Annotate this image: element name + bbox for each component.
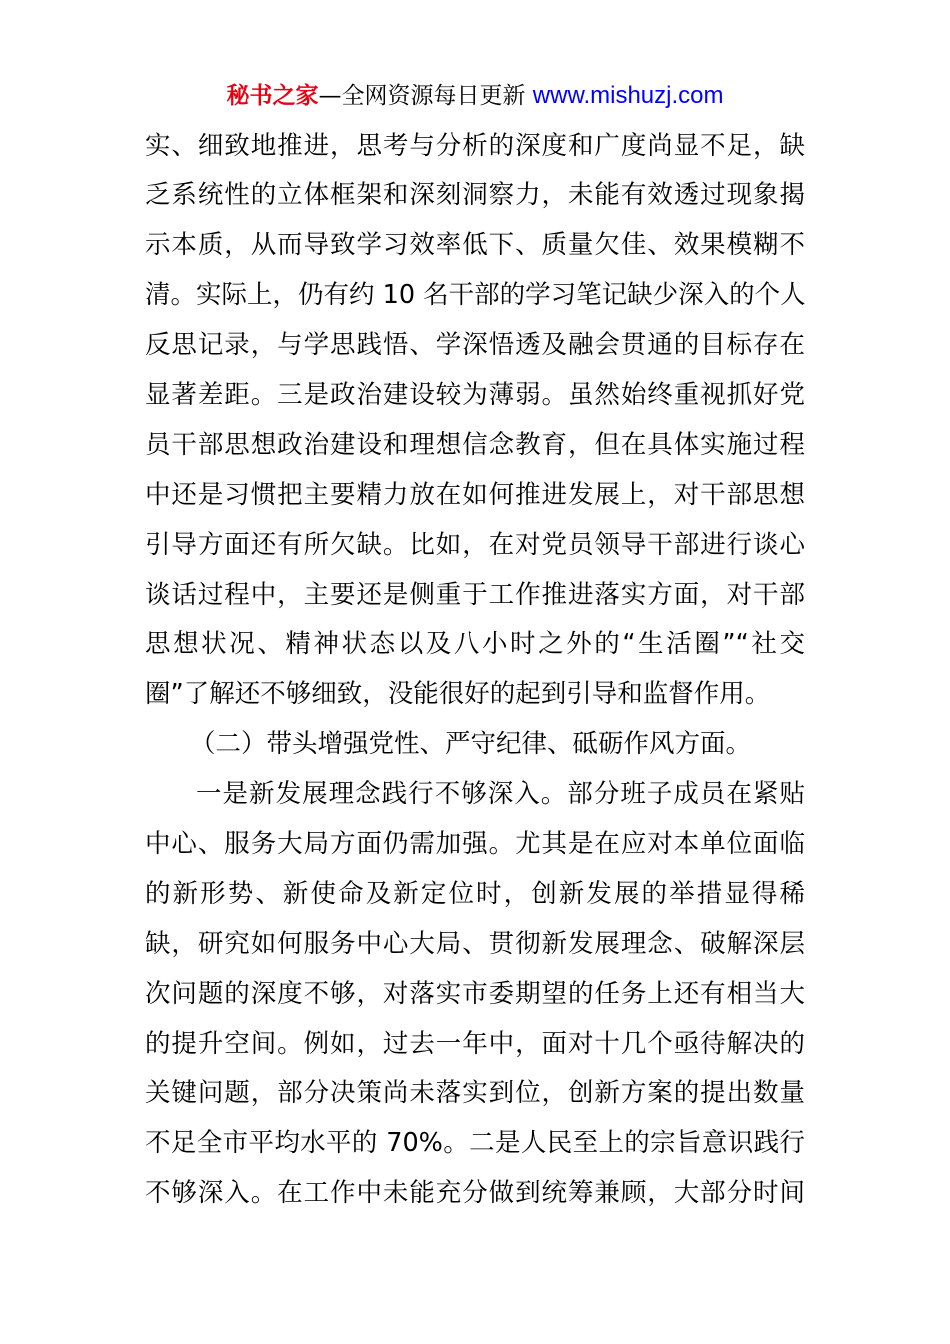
text-line: 反思记录，与学思践悟、学深悟透及融会贯通的目标存在 [145,330,805,360]
text-line: 不足全市平均水平的 70%。二是人民至上的宗旨意识践行 [145,1128,805,1158]
text-line: 显著差距。三是政治建设较为薄弱。虽然始终重视抓好党 [145,380,805,410]
brand-name: 秘书之家 [226,83,319,109]
text-line: 思想状况、精神状态以及八小时之外的“生活圈”“社交 [145,629,805,659]
text-line: 中心、服务大局方面仍需加强。尤其是在应对本单位面临 [145,829,805,859]
text-line: 次问题的深度不够，对落实市委期望的任务上还有相当大 [145,979,805,1009]
paragraph-end-line: 圈”了解还不够细致，没能很好的起到引导和监督作用。 [145,679,771,709]
text-line: 谈话过程中，主要还是侧重于工作推进落实方面，对干部 [145,580,805,610]
text-line: 清。实际上，仍有约 10 名干部的学习笔记缺少深入的个人 [145,280,806,310]
text-line: 引导方面还有所欠缺。比如，在对党员领导干部进行谈心 [145,530,805,560]
text-line: 关键问题，部分决策尚未落实到位，创新方案的提出数量 [145,1078,805,1108]
header-tagline: —全网资源每日更新 [318,83,526,109]
site-url-link[interactable]: www.mishuzj.com [532,82,724,109]
text-line: 员干部思想政治建设和理想信念教育，但在具体实施过程 [145,430,805,460]
text-line: 不够深入。在工作中未能充分做到统筹兼顾，大部分时间 [145,1178,805,1208]
text-line: 的提升空间。例如，过去一年中，面对十几个亟待解决的 [145,1029,805,1059]
text-line: 中还是习惯把主要精力放在如何推进发展上，对干部思想 [145,480,805,510]
text-line: 的新形势、新使命及新定位时，创新发展的举措显得稀 [145,879,805,909]
text-line: 乏系统性的立体框架和深刻洞察力，未能有效透过现象揭 [145,180,805,210]
text-line: 缺，研究如何服务中心大局、贯彻新发展理念、破解深层 [145,929,805,959]
text-line: 实、细致地推进，思考与分析的深度和广度尚显不足，缺 [145,131,805,161]
paragraph-first-line: 一是新发展理念践行不够深入。部分班子成员在紧贴 [196,779,805,809]
site-header [0,80,950,112]
text-line: 示本质，从而导致学习效率低下、质量欠佳、效果模糊不 [145,230,805,260]
section-heading: （二）带头增强党性、严守纪律、砥砺作风方面。 [190,729,752,759]
